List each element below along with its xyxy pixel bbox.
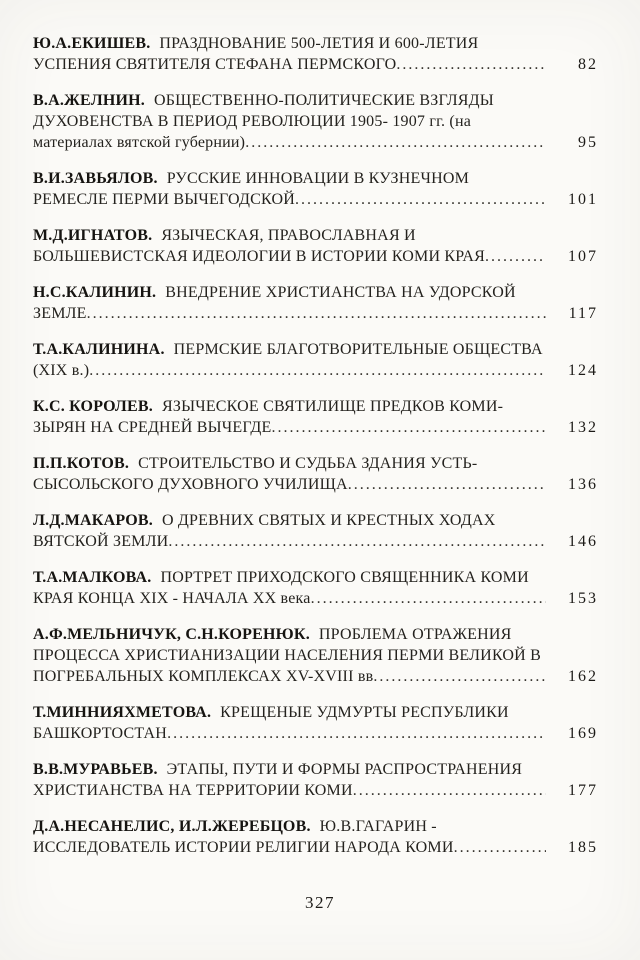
toc-entry xyxy=(33,396,598,438)
toc-entry-text xyxy=(33,339,546,381)
toc-list xyxy=(33,33,598,858)
toc-entry-text xyxy=(33,567,546,609)
toc-entry-title: ЯЗЫЧЕСКАЯ, ПРАВОСЛАВНАЯ И БОЛЬШЕВИСТСКАЯ ИДЕОЛОГИИ В ИСТОРИИ КОМИ КРАЯ xyxy=(33,227,485,265)
toc-entry-text xyxy=(33,396,546,438)
toc-entry-title: Ю.В.ГАГАРИН - ИССЛЕДОВАТЕЛЬ ИСТОРИИ РЕЛИГИИ НАРОДА КОМИ xyxy=(33,818,454,856)
page-number-footer: 327 xyxy=(305,893,335,912)
toc-entry-title: О ДРЕВНИХ СВЯТЫХ И КРЕСТНЫХ ХОДАХ ВЯТСКОЙ ЗЕМЛИ xyxy=(33,512,496,550)
toc-entry xyxy=(33,225,598,267)
toc-entry-page-number: 132 xyxy=(568,419,598,436)
toc-entry xyxy=(33,759,598,801)
toc-entry xyxy=(33,33,598,75)
toc-entry-authors: М.Д.ИГНАТОВ. xyxy=(33,227,153,244)
toc-entry-page-number: 185 xyxy=(568,839,598,856)
toc-entry-page-number: 124 xyxy=(568,362,598,379)
toc-entry-page-number: 136 xyxy=(568,476,598,493)
toc-entry-page-number: 162 xyxy=(568,668,598,685)
toc-entry-title: ПРАЗДНОВАНИЕ 500-ЛЕТИЯ И 600-ЛЕТИЯ УСПЕНИЯ СВЯТИТЕЛЯ СТЕФАНА ПЕРМСКОГО xyxy=(33,35,479,73)
toc-entry xyxy=(33,567,598,609)
toc-entry-authors: Ю.А.ЕКИШЕВ. xyxy=(33,35,151,52)
toc-entry-text xyxy=(33,816,546,858)
toc-entry-authors: П.П.КОТОВ. xyxy=(33,455,130,472)
toc-entry-text xyxy=(33,225,546,267)
toc-entry-authors: К.С. КОРОЛЕВ. xyxy=(33,398,153,415)
toc-entry xyxy=(33,816,598,858)
toc-entry xyxy=(33,90,598,153)
toc-entry-text xyxy=(33,453,546,495)
toc-entry-page-number: 169 xyxy=(568,725,598,742)
toc-entry-page-number: 82 xyxy=(578,56,598,73)
toc-entry-title: ПРОБЛЕМА ОТРАЖЕНИЯ ПРОЦЕССА ХРИСТИАНИЗАЦИИ НАСЕЛЕНИЯ ПЕРМИ ВЕЛИКОЙ В ПОГРЕБАЛЬНЫХ КОМПЛЕКСАХ XV-XVIII вв xyxy=(33,626,541,685)
toc-entry-authors: В.А.ЖЕЛНИН. xyxy=(33,92,145,109)
toc-entry-text xyxy=(33,702,546,744)
toc-entry xyxy=(33,453,598,495)
toc-entry-authors: Т.А.МАЛКОВА. xyxy=(33,569,152,586)
toc-entry-page-number: 95 xyxy=(578,134,598,151)
toc-entry-text xyxy=(33,282,546,324)
toc-entry xyxy=(33,168,598,210)
toc-entry xyxy=(33,702,598,744)
toc-entry-page-number: 177 xyxy=(568,782,598,799)
toc-entry-authors: В.И.ЗАВЬЯЛОВ. xyxy=(33,170,158,187)
toc-entry-authors: Л.Д.МАКАРОВ. xyxy=(33,512,153,529)
toc-entry-authors: А.Ф.МЕЛЬНИЧУК, С.Н.КОРЕНЮК. xyxy=(33,626,310,643)
toc-entry-title: ВНЕДРЕНИЕ ХРИСТИАНСТВА НА УДОРСКОЙ ЗЕМЛЕ xyxy=(33,284,516,322)
toc-entry-text xyxy=(33,510,546,552)
toc-entry-page-number: 153 xyxy=(568,590,598,607)
toc-entry-authors: В.В.МУРАВЬЕВ. xyxy=(33,761,158,778)
toc-entry xyxy=(33,282,598,324)
toc-entry xyxy=(33,510,598,552)
toc-entry-page-number: 117 xyxy=(568,305,598,322)
toc-entry-title: ЭТАПЫ, ПУТИ И ФОРМЫ РАСПРОСТРАНЕНИЯ ХРИСТИАНСТВА НА ТЕРРИТОРИИ КОМИ xyxy=(33,761,523,799)
toc-entry-title: ПОРТРЕТ ПРИХОДСКОГО СВЯЩЕННИКА КОМИ КРАЯ КОНЦА XIX - НАЧАЛА XX века xyxy=(33,569,529,607)
toc-entry xyxy=(33,339,598,381)
toc-entry-text xyxy=(33,168,546,210)
toc-entry-title: ОБЩЕСТВЕННО-ПОЛИТИЧЕСКИЕ ВЗГЛЯДЫ ДУХОВЕНСТВА В ПЕРИОД РЕВОЛЮЦИИ 1905- 1907 гг. (на материалах вятской губернии) xyxy=(33,92,494,151)
toc-entry-text xyxy=(33,759,546,801)
toc-entry-authors: Т.МИННИЯХМЕТОВА. xyxy=(33,704,212,721)
toc-entry-text xyxy=(33,90,546,153)
toc-entry-title: КРЕЩЕНЫЕ УДМУРТЫ РЕСПУБЛИКИ БАШКОРТОСТАН xyxy=(33,704,509,742)
toc-entry-authors: Т.А.КАЛИНИНА. xyxy=(33,341,165,358)
toc-entry-title: ПЕРМСКИЕ БЛАГОТВОРИТЕЛЬНЫЕ ОБЩЕСТВА (XIX в.) xyxy=(33,341,543,379)
toc-entry-text xyxy=(33,624,546,687)
toc-entry-title: ЯЗЫЧЕСКОЕ СВЯТИЛИЩЕ ПРЕДКОВ КОМИ-ЗЫРЯН НА СРЕДНЕЙ ВЫЧЕГДЕ xyxy=(33,398,504,436)
toc-entry-authors: Д.А.НЕСАНЕЛИС, И.Л.ЖЕРЕБЦОВ. xyxy=(33,818,311,835)
toc-entry-title: РУССКИЕ ИННОВАЦИИ В КУЗНЕЧНОМ РЕМЕСЛЕ ПЕРМИ ВЫЧЕГОДСКОЙ xyxy=(33,170,470,208)
toc-entry-text xyxy=(33,33,546,75)
toc-entry-title: СТРОИТЕЛЬСТВО И СУДЬБА ЗДАНИЯ УСТЬ-СЫСОЛЬСКОГО ДУХОВНОГО УЧИЛИЩА xyxy=(33,455,478,493)
toc-entry xyxy=(33,624,598,687)
toc-entry-page-number: 107 xyxy=(568,248,598,265)
toc-entry-page-number: 146 xyxy=(568,533,598,550)
toc-entry-authors: Н.С.КАЛИНИН. xyxy=(33,284,157,301)
toc-entry-page-number: 101 xyxy=(568,191,598,208)
